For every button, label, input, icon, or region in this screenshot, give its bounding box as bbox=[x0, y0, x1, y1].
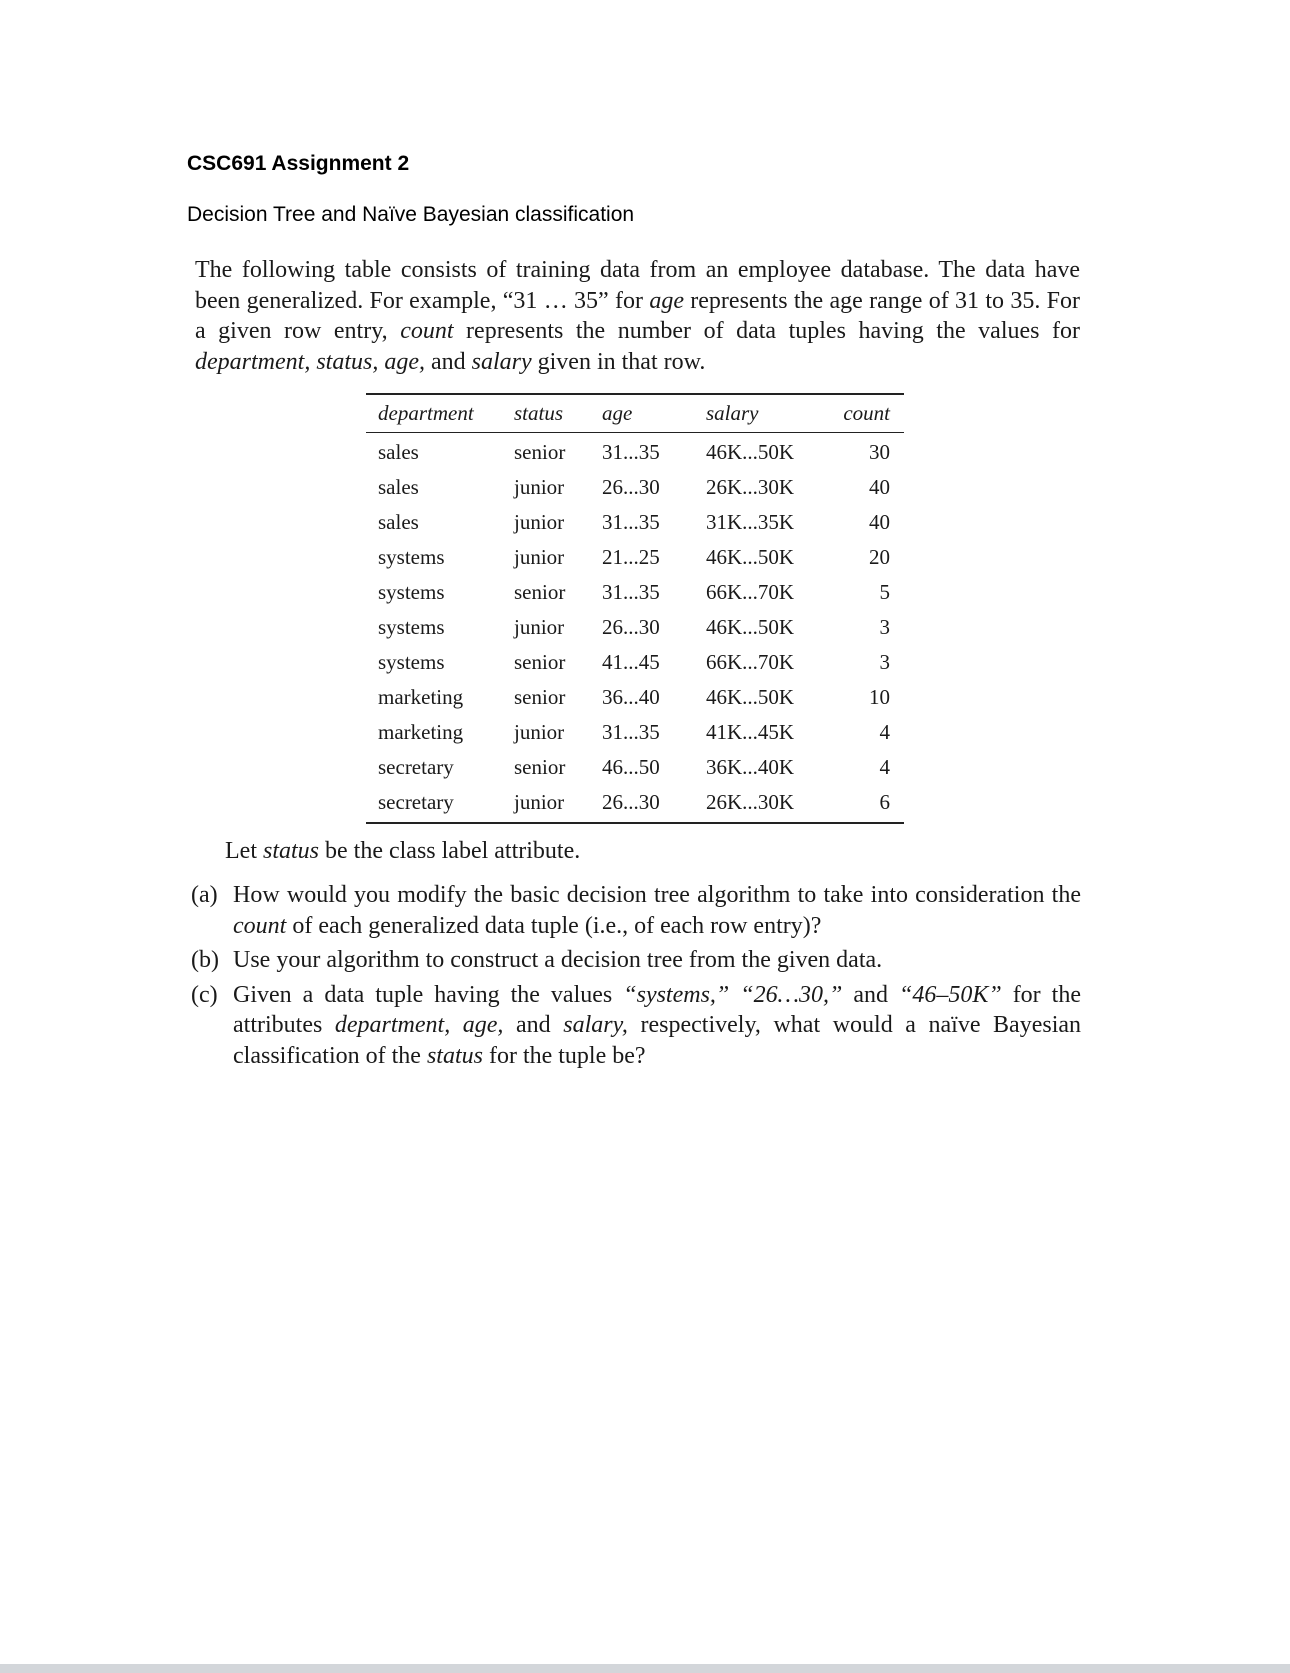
cell-age: 31...35 bbox=[602, 580, 660, 604]
question-salary-term: salary, bbox=[563, 1012, 628, 1038]
question-text bbox=[233, 980, 1081, 1072]
intro-text: and bbox=[424, 348, 472, 375]
cell-salary: 26K...30K bbox=[706, 790, 795, 814]
class-label-text: be the class label attribute. bbox=[319, 838, 581, 864]
cell-department: marketing bbox=[378, 720, 464, 744]
cell-status: junior bbox=[514, 790, 565, 814]
cell-department: systems bbox=[378, 545, 445, 569]
intro-text: given in that row. bbox=[531, 348, 706, 375]
question-a bbox=[191, 880, 1081, 941]
table-row bbox=[366, 540, 904, 575]
class-label-term: status bbox=[262, 838, 319, 864]
training-data-table-container bbox=[366, 393, 904, 824]
cell-department: marketing bbox=[378, 685, 464, 709]
cell-status: senior bbox=[514, 650, 566, 674]
table-row bbox=[366, 645, 904, 680]
viewer-bottom-bar bbox=[0, 1664, 1290, 1673]
table-row bbox=[366, 575, 904, 610]
cell-salary: 41K...45K bbox=[706, 720, 795, 744]
cell-salary: 36K...40K bbox=[706, 755, 795, 779]
cell-status: junior bbox=[514, 510, 565, 534]
cell-salary: 66K...70K bbox=[706, 580, 795, 604]
cell-count: 5 bbox=[879, 580, 890, 604]
cell-status: junior bbox=[514, 615, 565, 639]
header-count: count bbox=[828, 394, 904, 433]
question-text-part: How would you modify the basic decision tree algorithm to take into consideration the bbox=[233, 882, 1081, 908]
cell-salary: 66K...70K bbox=[706, 650, 795, 674]
header-age: age bbox=[590, 394, 694, 433]
table-row bbox=[366, 470, 904, 505]
question-text-part: Given a data tuple having the values bbox=[233, 981, 624, 1008]
intro-age-term: age bbox=[649, 287, 684, 314]
class-label-text: Let bbox=[225, 838, 263, 864]
question-label: (b) bbox=[191, 947, 219, 973]
cell-status: senior bbox=[514, 755, 566, 779]
question-text bbox=[233, 880, 1081, 941]
cell-age: 36...40 bbox=[602, 685, 660, 709]
question-count-term: count bbox=[233, 912, 287, 939]
intro-attributes-term: department, status, age, bbox=[195, 348, 425, 375]
cell-count: 3 bbox=[879, 650, 890, 674]
question-list bbox=[191, 880, 1081, 1075]
cell-count: 10 bbox=[869, 685, 890, 709]
cell-department: systems bbox=[378, 615, 445, 639]
cell-status: junior bbox=[514, 545, 565, 569]
cell-department: secretary bbox=[378, 790, 454, 814]
table-row bbox=[366, 505, 904, 540]
cell-salary: 46K...50K bbox=[706, 685, 795, 709]
question-text-part: and bbox=[842, 981, 899, 1008]
training-data-table bbox=[366, 393, 904, 824]
cell-department: systems bbox=[378, 580, 445, 604]
intro-paragraph bbox=[195, 255, 1080, 377]
cell-count: 3 bbox=[879, 615, 890, 639]
question-values-term: “systems,” “26…30,” bbox=[623, 981, 843, 1008]
intro-text: represents the number of data tuples having the values for bbox=[453, 318, 1080, 344]
cell-salary: 46K...50K bbox=[706, 545, 795, 569]
intro-count-term: count bbox=[400, 318, 454, 344]
cell-age: 31...35 bbox=[602, 440, 660, 464]
class-label-statement bbox=[225, 838, 580, 865]
table-row bbox=[366, 715, 904, 750]
cell-department: sales bbox=[378, 475, 419, 499]
question-attributes-term: department, age, bbox=[334, 1012, 504, 1038]
intro-text: represents the age range of 31 to 35. For a given row entry, bbox=[195, 287, 1080, 344]
question-text-part: respectively, what would a naïve Bayesian classification of the bbox=[233, 1012, 1082, 1069]
cell-salary: 31K...35K bbox=[706, 510, 795, 534]
intro-salary-term: salary bbox=[471, 348, 532, 375]
table-row bbox=[366, 433, 904, 471]
cell-department: systems bbox=[378, 650, 445, 674]
header-salary: salary bbox=[694, 394, 828, 433]
cell-age: 41...45 bbox=[602, 650, 660, 674]
cell-department: sales bbox=[378, 510, 419, 534]
cell-status: junior bbox=[514, 720, 565, 744]
page-subtitle: Decision Tree and Naïve Bayesian classification bbox=[187, 203, 635, 226]
cell-count: 6 bbox=[879, 790, 890, 814]
cell-age: 26...30 bbox=[602, 790, 660, 814]
question-salary-value-term: “46–50K” bbox=[898, 981, 1002, 1008]
question-label: (a) bbox=[191, 882, 218, 908]
cell-age: 21...25 bbox=[602, 545, 660, 569]
cell-age: 26...30 bbox=[602, 615, 660, 639]
question-b bbox=[191, 945, 1081, 976]
question-label: (c) bbox=[191, 981, 218, 1008]
cell-count: 40 bbox=[869, 475, 890, 499]
cell-department: secretary bbox=[378, 755, 454, 779]
intro-text: The following table consists of training data from an employee database. The data have been generalized. For example, “31 … 35” for bbox=[195, 257, 1080, 314]
cell-count: 4 bbox=[879, 720, 890, 744]
cell-count: 20 bbox=[869, 545, 890, 569]
table-row bbox=[366, 610, 904, 645]
cell-status: senior bbox=[514, 685, 566, 709]
table-row bbox=[366, 750, 904, 785]
page-title: CSC691 Assignment 2 bbox=[187, 152, 410, 175]
question-text-part: and bbox=[503, 1012, 564, 1038]
cell-age: 26...30 bbox=[602, 475, 660, 499]
question-status-term: status bbox=[426, 1042, 483, 1069]
header-status: status bbox=[502, 394, 590, 433]
cell-salary: 46K...50K bbox=[706, 615, 795, 639]
header-department: department bbox=[366, 394, 502, 433]
cell-salary: 26K...30K bbox=[706, 475, 795, 499]
question-c bbox=[191, 980, 1081, 1072]
table-row bbox=[366, 785, 904, 823]
table-row bbox=[366, 680, 904, 715]
question-text-part: for the tuple be? bbox=[482, 1042, 646, 1069]
question-text: Use your algorithm to construct a decision tree from the given data. bbox=[233, 947, 883, 973]
cell-count: 40 bbox=[869, 510, 890, 534]
question-text-part: of each generalized data tuple (i.e., of each row entry)? bbox=[286, 912, 822, 939]
cell-status: junior bbox=[514, 475, 565, 499]
cell-count: 30 bbox=[869, 440, 890, 464]
cell-status: senior bbox=[514, 440, 566, 464]
cell-age: 31...35 bbox=[602, 510, 660, 534]
table-header-row bbox=[366, 394, 904, 433]
question-text-part: for the attributes bbox=[233, 981, 1081, 1038]
cell-age: 31...35 bbox=[602, 720, 660, 744]
cell-age: 46...50 bbox=[602, 755, 660, 779]
cell-department: sales bbox=[378, 440, 419, 464]
cell-count: 4 bbox=[879, 755, 890, 779]
cell-status: senior bbox=[514, 580, 566, 604]
cell-salary: 46K...50K bbox=[706, 440, 795, 464]
